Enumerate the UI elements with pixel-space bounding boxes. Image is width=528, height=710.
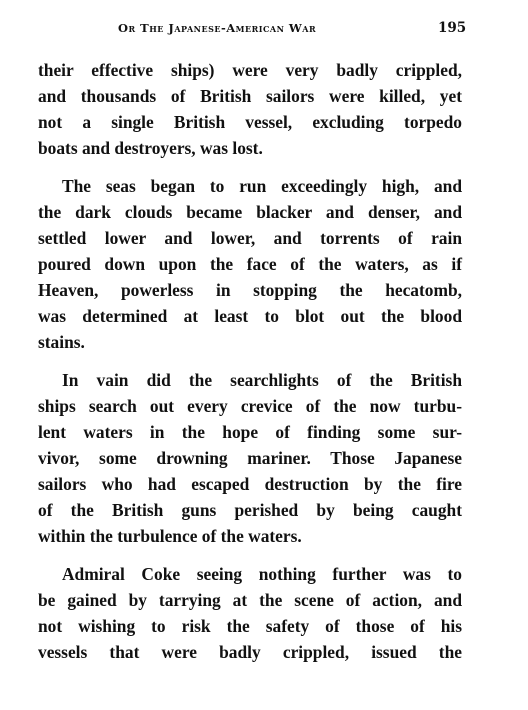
page-number: 195 (438, 20, 467, 36)
paragraph (38, 173, 462, 355)
paragraph (38, 57, 462, 161)
text-line: and thousands of British sailors were killed, yet (38, 86, 462, 106)
text-line: boats and destroyers, was lost. (38, 138, 263, 158)
running-head: Or The Japanese-American War (118, 21, 317, 35)
text-line: within the turbulence of the waters. (38, 526, 302, 546)
body-text (38, 57, 462, 677)
text-line: vessels that were badly crippled, issued the (38, 642, 462, 662)
text-line: stains. (38, 332, 85, 352)
paragraph (38, 561, 462, 665)
text-line: ships search out every crevice of the now turbu- (38, 396, 462, 416)
text-line: poured down upon the face of the waters, as if (38, 254, 462, 274)
text-line: their effective ships) were very badly crippled, (38, 60, 462, 80)
text-line: The seas began to run exceedingly high, and (62, 176, 462, 196)
text-line: In vain did the searchlights of the British (62, 370, 462, 390)
text-line: of the British guns perished by being caught (38, 500, 462, 520)
text-line: settled lower and lower, and torrents of rain (38, 228, 462, 248)
text-line: was determined at least to blot out the blood (38, 306, 462, 326)
text-line: Heaven, powerless in stopping the hecatomb, (38, 280, 462, 300)
text-line: be gained by tarrying at the scene of action, and (38, 590, 462, 610)
paragraph (38, 367, 462, 549)
text-line: vivor, some drowning mariner. Those Japanese (38, 448, 462, 468)
text-line: sailors who had escaped destruction by the fire (38, 474, 462, 494)
text-line: Admiral Coke seeing nothing further was to (62, 564, 462, 584)
text-line: not a single British vessel, excluding torpedo (38, 112, 462, 132)
text-line: the dark clouds became blacker and denser, and (38, 202, 462, 222)
text-line: not wishing to risk the safety of those of his (38, 616, 462, 636)
text-line: lent waters in the hope of finding some sur- (38, 422, 462, 442)
